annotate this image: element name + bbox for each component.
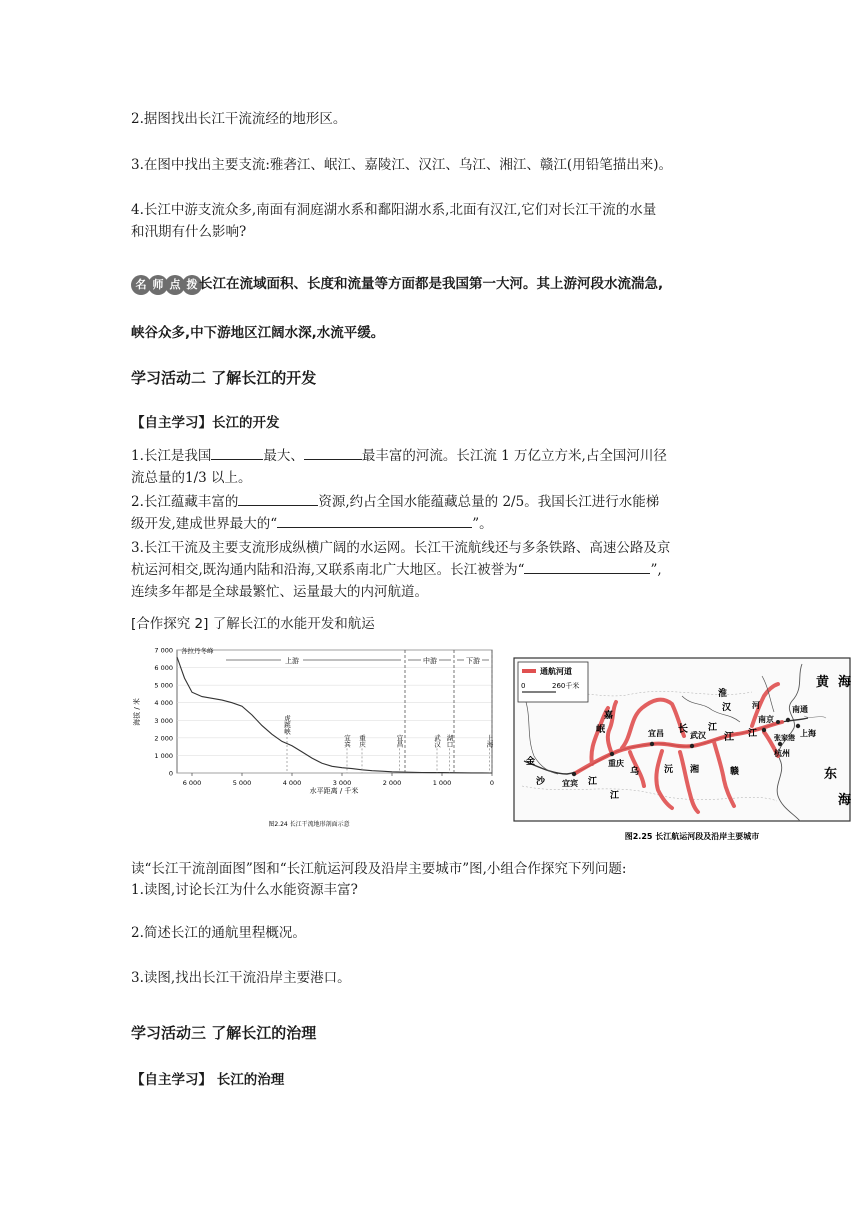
- map-label: 杭州: [774, 749, 790, 758]
- blank-1a[interactable]: [211, 445, 263, 460]
- y-tick-label: 4 000: [154, 699, 173, 708]
- blank-1b[interactable]: [304, 445, 362, 460]
- city-dot-nantong: [786, 718, 790, 722]
- y-tick-label: 3 000: [154, 716, 173, 725]
- x-tick-label: 5 000: [232, 779, 252, 787]
- y-tick-label: 0: [168, 769, 173, 778]
- city-dot-wuhan: [690, 744, 694, 748]
- place-label: 宜昌: [395, 734, 404, 748]
- activity2-heading: 学习活动二 了解长江的开发: [131, 369, 317, 387]
- map-label: 南京: [758, 715, 774, 724]
- x-tick-label: 1 000: [432, 779, 452, 787]
- y-ticks: [154, 647, 173, 778]
- activity3-self-study: 【自主学习】 长江的治理: [131, 1072, 285, 1088]
- map-label: 乌: [630, 767, 640, 777]
- map-label: 淮: [718, 689, 728, 699]
- map-label: 武汉: [690, 731, 706, 740]
- coop-heading: [合作探究 2] 了解长江的水能开发和航运: [131, 616, 375, 632]
- legend-label: 通航河道: [540, 667, 572, 676]
- scale-zero: 0: [521, 682, 526, 690]
- chart-grid: [177, 650, 492, 773]
- x-ticks: [183, 773, 494, 787]
- map-label: 东: [824, 767, 838, 782]
- tip-badge-char: 名: [131, 275, 151, 295]
- profile-chart: [131, 642, 503, 830]
- city-dot-zhangjiagang: [776, 720, 780, 724]
- y-tick-label: 6 000: [154, 664, 173, 673]
- place-label: 虎跳峡: [283, 715, 291, 735]
- city-dot-shanghai: [796, 724, 800, 728]
- plot-frame: [177, 650, 492, 773]
- place-label: 宜宾: [343, 734, 351, 748]
- city-dot-chongqing: [610, 752, 614, 756]
- map-label: 江: [588, 777, 598, 787]
- y-axis-label: 海拔 / 米: [133, 698, 141, 726]
- place-markers: [283, 714, 494, 773]
- place-label: 武汉: [433, 734, 441, 748]
- map-label: 嘉: [604, 711, 614, 721]
- map-label: 黄: [816, 675, 830, 690]
- read-instruction: 读“长江干流剖面图”图和“长江航运河段及沿岸主要城市”图,小组合作探究下列问题:: [131, 861, 627, 877]
- map-label: 岷: [596, 725, 606, 735]
- map-label: 上海: [800, 729, 816, 738]
- fill-item-1-line2: 流总量的1/3 以上。: [131, 470, 252, 486]
- fill-item-1: 1.长江是我国 最大、 最丰富的河流。长江流 1 万亿立方米,占全国河川径: [131, 444, 667, 464]
- map-label: 江: [724, 732, 734, 743]
- y-tick-label: 2 000: [154, 734, 173, 743]
- y-tick-label: 7 000: [154, 646, 173, 655]
- map-label: 宜昌: [648, 729, 664, 738]
- city-dot-hangzhou: [778, 742, 782, 746]
- map-label: 江: [610, 791, 620, 801]
- blank-2b[interactable]: [277, 513, 472, 528]
- tip-badge-char: 师: [148, 275, 168, 295]
- blank-2a[interactable]: [238, 491, 318, 506]
- x-tick-label: 4 000: [282, 779, 302, 787]
- activity2-self-study: 【自主学习】长江的开发: [131, 415, 280, 431]
- x-tick-label: 2 000: [382, 779, 402, 787]
- question-4-line2: 和汛期有什么影响?: [131, 224, 247, 240]
- tip-text: 长江在流域面积、长度和流量等方面都是我国第一大河。其上游河段水流湍急,: [199, 276, 664, 292]
- place-label: 湖口: [445, 734, 454, 748]
- navigation-map: [512, 656, 854, 852]
- peak-label: 各拉丹冬峰: [181, 647, 214, 655]
- upper-label: 上游: [285, 657, 299, 665]
- map-label: 长: [678, 724, 688, 735]
- map-caption: 图2.25 长江航运河段及沿岸主要城市: [624, 832, 760, 841]
- map-label: 海: [838, 675, 852, 690]
- tip-badge: [131, 276, 199, 292]
- x-tick-label: 6 000: [182, 779, 202, 787]
- map-label: 南通: [792, 705, 808, 714]
- x-tick-label: 0: [489, 779, 495, 787]
- y-tick-label: 1 000: [154, 751, 173, 760]
- profile-caption: 图2.24 长江干流地形剖面示意: [268, 821, 350, 828]
- map-label: 沅: [664, 765, 674, 775]
- question-2: 2.据图找出长江干流流经的地形区。: [131, 111, 347, 127]
- middle-label: 中游: [423, 657, 437, 665]
- question-4-line1: 4.长江中游支流众多,南面有洞庭湖水系和鄱阳湖水系,北面有汉江,它们对长江干流的水量: [131, 202, 657, 218]
- x-tick-label: 3 000: [332, 779, 352, 787]
- city-dot-yichang: [650, 742, 654, 746]
- map-label: 张家港: [774, 734, 795, 742]
- tip-badge-char: 点: [165, 275, 185, 295]
- map-label: 江: [708, 723, 718, 733]
- map-label: 湘: [690, 765, 700, 775]
- city-dot-nanjing: [762, 728, 766, 732]
- blank-3[interactable]: [524, 559, 650, 574]
- x-axis-label: 水平距离 / 千米: [309, 787, 359, 795]
- map-label: 沙: [536, 777, 546, 787]
- fill-item-3-line1: 3.长江干流及主要支流形成纵横广阔的水运网。长江干流航线还与多条铁路、高速公路及京: [131, 540, 671, 556]
- place-label: 重庆: [358, 734, 366, 748]
- map-label: 金: [526, 757, 536, 767]
- fill-item-2: 2.长江蕴藏丰富的 资源,约占全国水能蕴藏总量的 2/5。我国长江进行水能梯: [131, 490, 659, 510]
- coop-question-3: 3.读图,找出长江干流沿岸主要港口。: [131, 970, 351, 986]
- map-label: 海: [838, 793, 852, 808]
- y-tick-label: 5 000: [154, 681, 173, 690]
- fill-item-2-line2: 级开发,建成世界最大的“ ”。: [131, 512, 493, 532]
- teacher-tip-line1: [131, 272, 663, 295]
- city-dot-yibin: [572, 772, 576, 776]
- fill-item-3-line3: 连续多年都是全球最繁忙、运量最大的内河航道。: [131, 584, 428, 600]
- tip-badge-char: 拨: [182, 275, 202, 295]
- coop-question-2: 2.简述长江的通航里程概况。: [131, 925, 306, 941]
- place-label: 上海: [485, 734, 494, 748]
- activity3-heading: 学习活动三 了解长江的治理: [131, 1024, 317, 1042]
- map-label: 河: [752, 701, 760, 710]
- map-label: 江: [748, 729, 758, 739]
- scale-label: 260千米: [552, 682, 580, 690]
- map-label: 重庆: [608, 759, 624, 768]
- question-3: 3.在图中找出主要支流:雅砻江、岷江、嘉陵江、汉江、乌江、湘江、赣江(用铅笔描出来)。: [131, 157, 672, 173]
- teacher-tip-line2: 峡谷众多,中下游地区江阔水深,水流平缓。: [131, 325, 385, 341]
- map-label: 汉: [722, 703, 732, 713]
- fill-item-3-line2: 杭运河相交,既沟通内陆和沿海,又联系南北广大地区。长江被誉为“ ”,: [131, 558, 662, 578]
- coop-question-1: 1.读图,讨论长江为什么水能资源丰富?: [131, 882, 358, 898]
- lower-label: 下游: [466, 657, 480, 665]
- map-label: 赣: [730, 767, 740, 777]
- map-label: 宜宾: [562, 779, 578, 788]
